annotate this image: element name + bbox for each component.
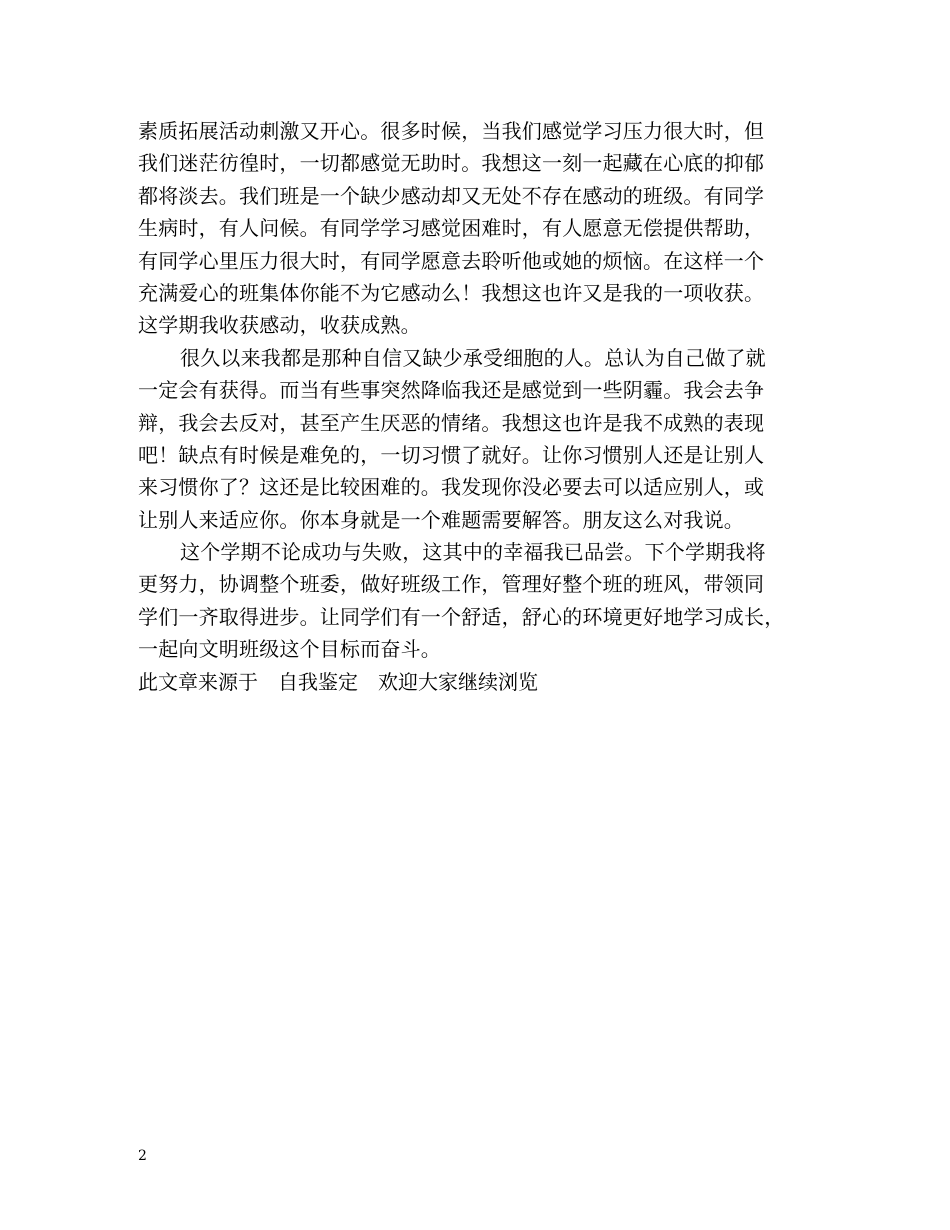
text-line: 这学期我收获感动，收获成熟。 [138, 313, 421, 338]
text-line: 有同学心里压力很大时，有同学愿意去聆听他或她的烦恼。在这样一个 [138, 248, 765, 273]
source-note: 此文章来源于 自我鉴定 欢迎大家继续浏览 [138, 669, 538, 694]
text-line: 一起向文明班级这个目标而奋斗。 [138, 637, 441, 662]
text-line: 素质拓展活动刺激又开心。很多时候，当我们感觉学习压力很大时，但 [138, 119, 765, 143]
text-line: 吧！缺点有时候是难免的，一切习惯了就好。让你习惯别人还是让别人 [138, 442, 765, 467]
text-line: 都将淡去。我们班是一个缺少感动却又无处不存在感动的班级。有同学 [138, 183, 765, 208]
text-line: 我们迷茫彷徨时，一切都感觉无助时。我想这一刻一起藏在心底的抑郁 [138, 151, 765, 176]
text-line: 这个学期不论成功与失败，这其中的幸福我已品尝。下个学期我将 [180, 540, 766, 565]
text-line: 辩，我会去反对，甚至产生厌恶的情绪。我想这也许是我不成熟的表现 [138, 410, 765, 435]
paragraph [138, 115, 818, 342]
text-line: 更努力，协调整个班委，做好班级工作，管理好整个班的班风，带领同 [138, 572, 765, 597]
text-line: 充满爱心的班集体你能不为它感动么！我想这也许又是我的一项收获。 [138, 280, 765, 305]
text-line: 来习惯你了？这还是比较困难的。我发现你没必要去可以适应别人，或 [138, 475, 765, 500]
paragraph [138, 536, 818, 666]
paragraph [138, 342, 818, 536]
page-number: 2 [138, 1148, 147, 1164]
document-body [138, 115, 818, 698]
text-line: 很久以来我都是那种自信又缺少承受细胞的人。总认为自己做了就 [180, 345, 766, 370]
text-line: 一定会有获得。而当有些事突然降临我还是感觉到一些阴霾。我会去争 [138, 378, 765, 403]
text-line: 让别人来适应你。你本身就是一个难题需要解答。朋友这么对我说。 [138, 507, 744, 532]
text-line: 生病时，有人问候。有同学学习感觉困难时，有人愿意无偿提供帮助， [138, 216, 765, 241]
text-line: 学们一齐取得进步。让同学们有一个舒适，舒心的环境更好地学习成长， [138, 604, 785, 629]
